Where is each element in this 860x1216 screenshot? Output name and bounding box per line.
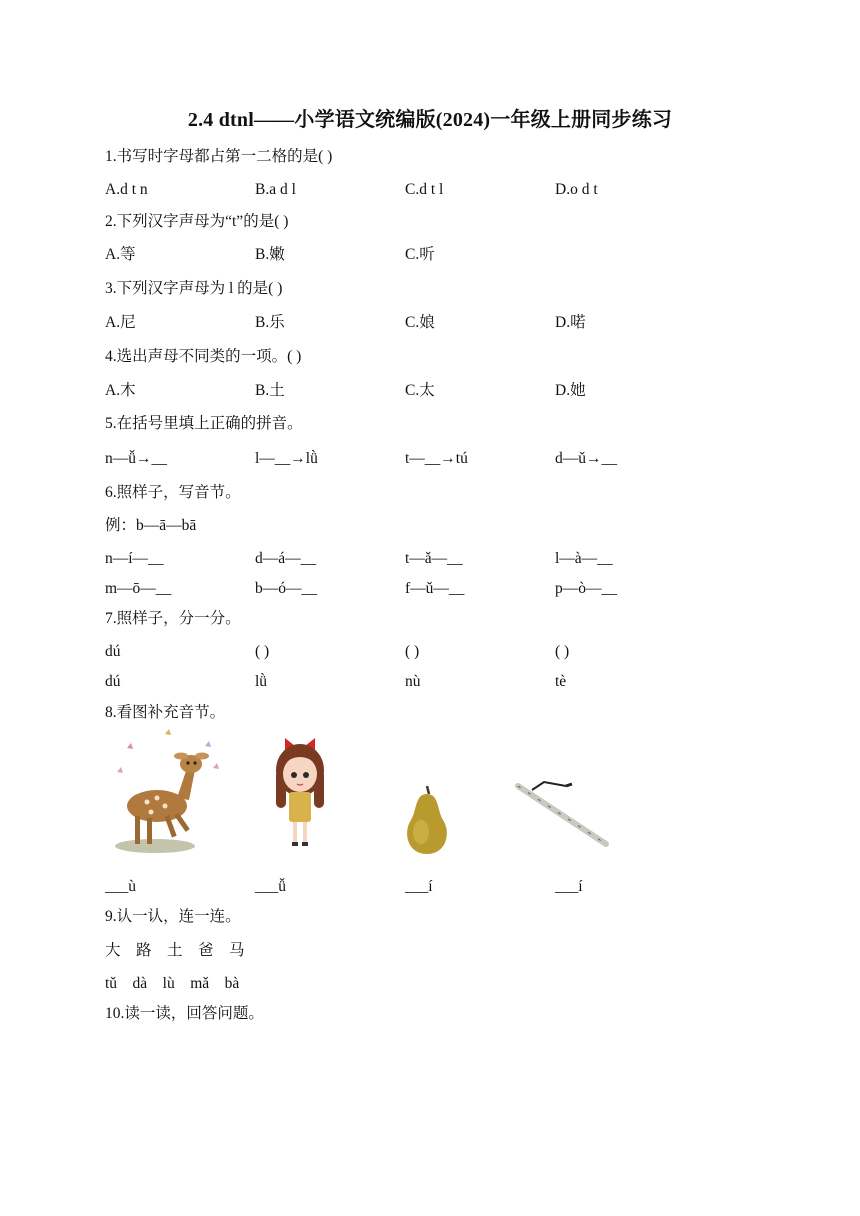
answer-bracket[interactable]: ( ) bbox=[405, 643, 420, 660]
option-a[interactable]: A.等 bbox=[105, 246, 136, 263]
question-7-stem: 7.照样子，分一分。 bbox=[105, 610, 241, 627]
girl-picture bbox=[255, 728, 345, 858]
syllable: lǜ bbox=[255, 673, 268, 690]
option-a[interactable]: A.木 bbox=[105, 382, 136, 399]
question-2-options bbox=[105, 244, 805, 266]
picture-blank[interactable]: ___í bbox=[555, 878, 583, 895]
question-4-options bbox=[105, 380, 805, 402]
syllable-blank[interactable]: l—à—__ bbox=[555, 550, 613, 567]
syllable-blank[interactable]: p—ò—__ bbox=[555, 580, 617, 597]
pinyin-blank[interactable]: l—__→lǜ bbox=[255, 450, 318, 467]
option-a[interactable]: A.d t n bbox=[105, 181, 148, 198]
option-b[interactable]: B.a d l bbox=[255, 181, 296, 198]
question-6-stem: 6.照样子，写音节。 bbox=[105, 484, 241, 501]
option-b[interactable]: B.乐 bbox=[255, 314, 285, 331]
syllable-blank[interactable]: d—á—__ bbox=[255, 550, 317, 567]
syllable-blank[interactable]: n—í—__ bbox=[105, 550, 164, 567]
picture-blank[interactable]: ___ù bbox=[105, 878, 136, 895]
syllable-blank[interactable]: b—ó—__ bbox=[255, 580, 317, 597]
pinyin-blank[interactable]: t—__→tú bbox=[405, 450, 468, 467]
pinyin-blank[interactable]: n—ǚ→__ bbox=[105, 450, 167, 467]
question-6-row-1 bbox=[105, 548, 805, 570]
question-9-pinyin[interactable]: tǔ dà lù mǎ bà bbox=[105, 975, 240, 992]
question-8-stem: 8.看图补充音节。 bbox=[105, 704, 226, 721]
question-1-options bbox=[105, 179, 805, 201]
question-6-row-2 bbox=[105, 578, 805, 600]
syllable: nù bbox=[405, 673, 421, 690]
syllable: dú bbox=[105, 673, 121, 690]
syllable-blank[interactable]: m—ō—__ bbox=[105, 580, 172, 597]
option-c[interactable]: C.听 bbox=[405, 246, 435, 263]
option-c[interactable]: C.娘 bbox=[405, 314, 435, 331]
question-9-characters[interactable]: 大 路 土 爸 马 bbox=[105, 942, 245, 959]
question-2-stem: 2.下列汉字声母为“t”的是( ) bbox=[105, 213, 289, 230]
question-7-row-1 bbox=[105, 641, 805, 663]
question-5-stem: 5.在括号里填上正确的拼音。 bbox=[105, 415, 303, 432]
syllable-blank[interactable]: f—ǔ—__ bbox=[405, 580, 465, 597]
option-d[interactable]: D.喏 bbox=[555, 314, 586, 331]
question-5-items bbox=[105, 448, 805, 470]
question-1-stem: 1.书写时字母都占第一二格的是( ) bbox=[105, 148, 333, 165]
answer-bracket[interactable]: ( ) bbox=[555, 643, 570, 660]
picture-blank[interactable]: ___ǚ bbox=[255, 878, 286, 895]
option-a[interactable]: A.尼 bbox=[105, 314, 136, 331]
question-8-pictures bbox=[105, 728, 625, 863]
picture-blank[interactable]: ___í bbox=[405, 878, 433, 895]
option-d[interactable]: D.o d t bbox=[555, 181, 598, 198]
pear-picture bbox=[397, 728, 457, 858]
option-c[interactable]: C.d t l bbox=[405, 181, 444, 198]
option-d[interactable]: D.她 bbox=[555, 382, 586, 399]
question-3-options bbox=[105, 312, 805, 334]
option-b[interactable]: B.土 bbox=[255, 382, 285, 399]
deer-picture bbox=[105, 728, 225, 858]
question-9-stem: 9.认一认，连一连。 bbox=[105, 908, 241, 925]
flute-picture bbox=[510, 728, 620, 858]
pinyin-blank[interactable]: d—ǔ→__ bbox=[555, 450, 617, 467]
question-10-stem: 10.读一读，回答问题。 bbox=[105, 1005, 264, 1022]
question-6-example: 例：b—ā—bā bbox=[105, 517, 197, 534]
option-c[interactable]: C.太 bbox=[405, 382, 435, 399]
question-8-blanks bbox=[105, 876, 805, 898]
question-3-stem: 3.下列汉字声母为 l 的是( ) bbox=[105, 280, 283, 297]
answer-bracket[interactable]: ( ) bbox=[255, 643, 270, 660]
page-title: 2.4 dtnl——小学语文统编版(2024)一年级上册同步练习 bbox=[187, 109, 673, 131]
syllable: tè bbox=[555, 673, 567, 690]
example-syllable: dú bbox=[105, 643, 121, 660]
question-4-stem: 4.选出声母不同类的一项。( ) bbox=[105, 348, 302, 365]
syllable-blank[interactable]: t—ǎ—__ bbox=[405, 550, 463, 567]
question-7-row-2 bbox=[105, 671, 805, 693]
option-b[interactable]: B.嫩 bbox=[255, 246, 285, 263]
